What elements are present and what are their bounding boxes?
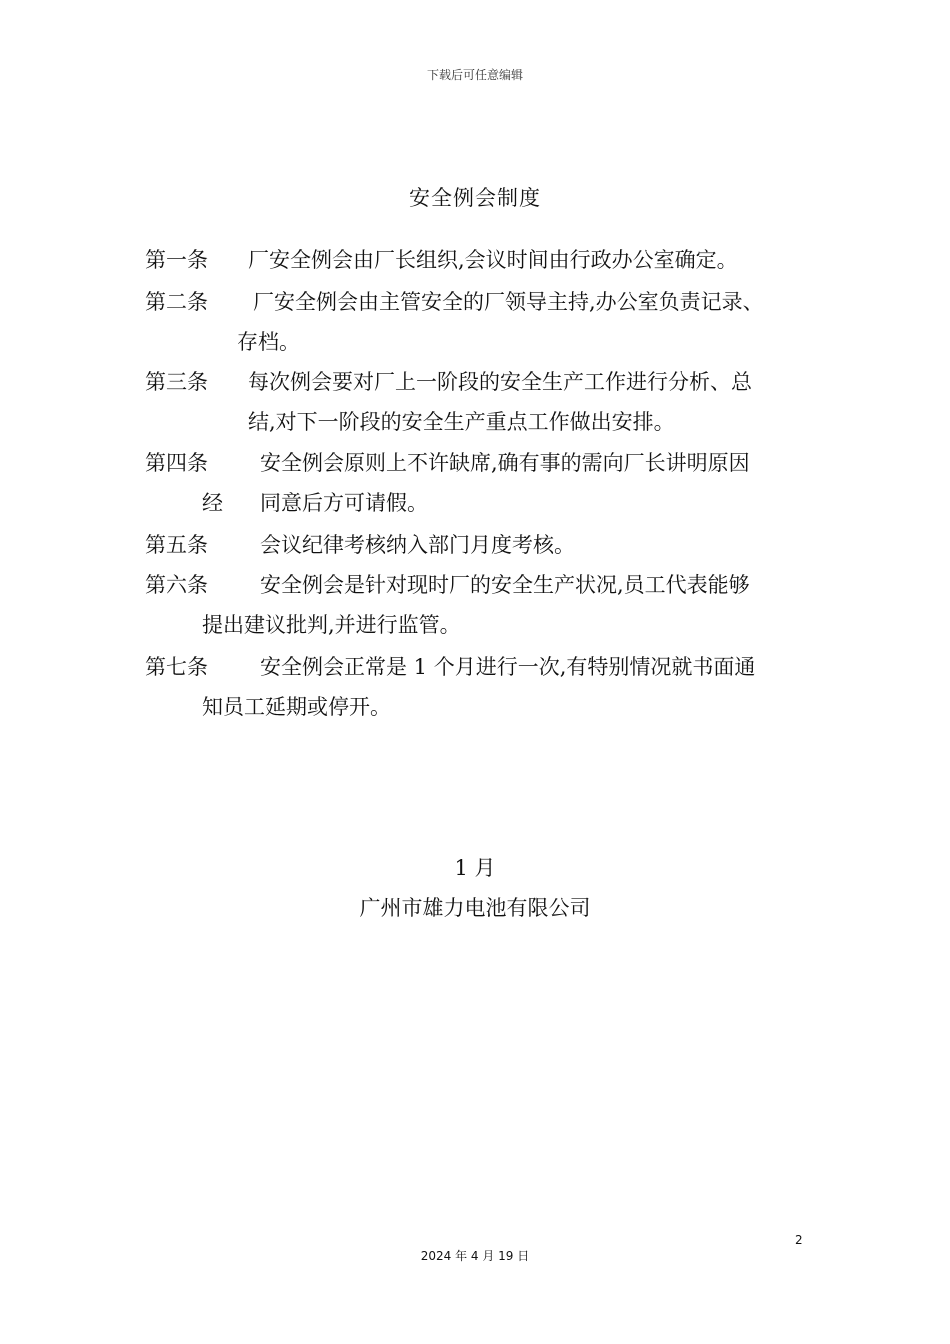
article-text-line: 提出建议批判,并进行监管。 [202, 613, 461, 637]
article-text-line: 厂安全例会由主管安全的厂领导主持,办公室负责记录、 [253, 290, 764, 314]
document-title: 安全例会制度 [409, 186, 541, 210]
signature-date: 1 月 [454, 856, 496, 880]
header-note: 下载后可任意编辑 [426, 68, 523, 82]
article-text-line: 会议纪律考核纳入部门月度考核。 [260, 533, 575, 557]
article-text-line: 知员工延期或停开。 [202, 695, 391, 719]
article-text-line: 每次例会要对厂上一阶段的安全生产工作进行分析、总 [248, 370, 752, 394]
article-text-line: 安全例会是针对现时厂的安全生产状况,员工代表能够 [260, 573, 750, 597]
article-label: 第六条 [145, 573, 208, 597]
article-text-line: 存档。 [237, 330, 300, 354]
article-label: 第一条 [145, 248, 208, 272]
article-label: 第五条 [145, 533, 208, 557]
article-text-line: 结,对下一阶段的安全生产重点工作做出安排。 [248, 410, 675, 434]
article-text-line: 安全例会正常是 1 个月进行一次,有特别情况就书面通 [260, 655, 756, 679]
article-text-line: 同意后方可请假。 [260, 491, 428, 515]
article-text-line: 厂安全例会由厂长组织,会议时间由行政办公室确定。 [248, 248, 738, 272]
article-label: 第二条 [145, 290, 208, 314]
article-text-line: 安全例会原则上不许缺席,确有事的需向厂长讲明原因 [260, 451, 750, 475]
article-label: 第四条 [145, 451, 208, 475]
article-text-line: 经 [202, 491, 223, 515]
page-number: 2 [795, 1233, 803, 1247]
article-label: 第三条 [145, 370, 208, 394]
signature-company: 广州市雄力电池有限公司 [359, 896, 591, 920]
footer-date: 2024 年 4 月 19 日 [420, 1249, 530, 1263]
article-label: 第七条 [145, 655, 208, 679]
